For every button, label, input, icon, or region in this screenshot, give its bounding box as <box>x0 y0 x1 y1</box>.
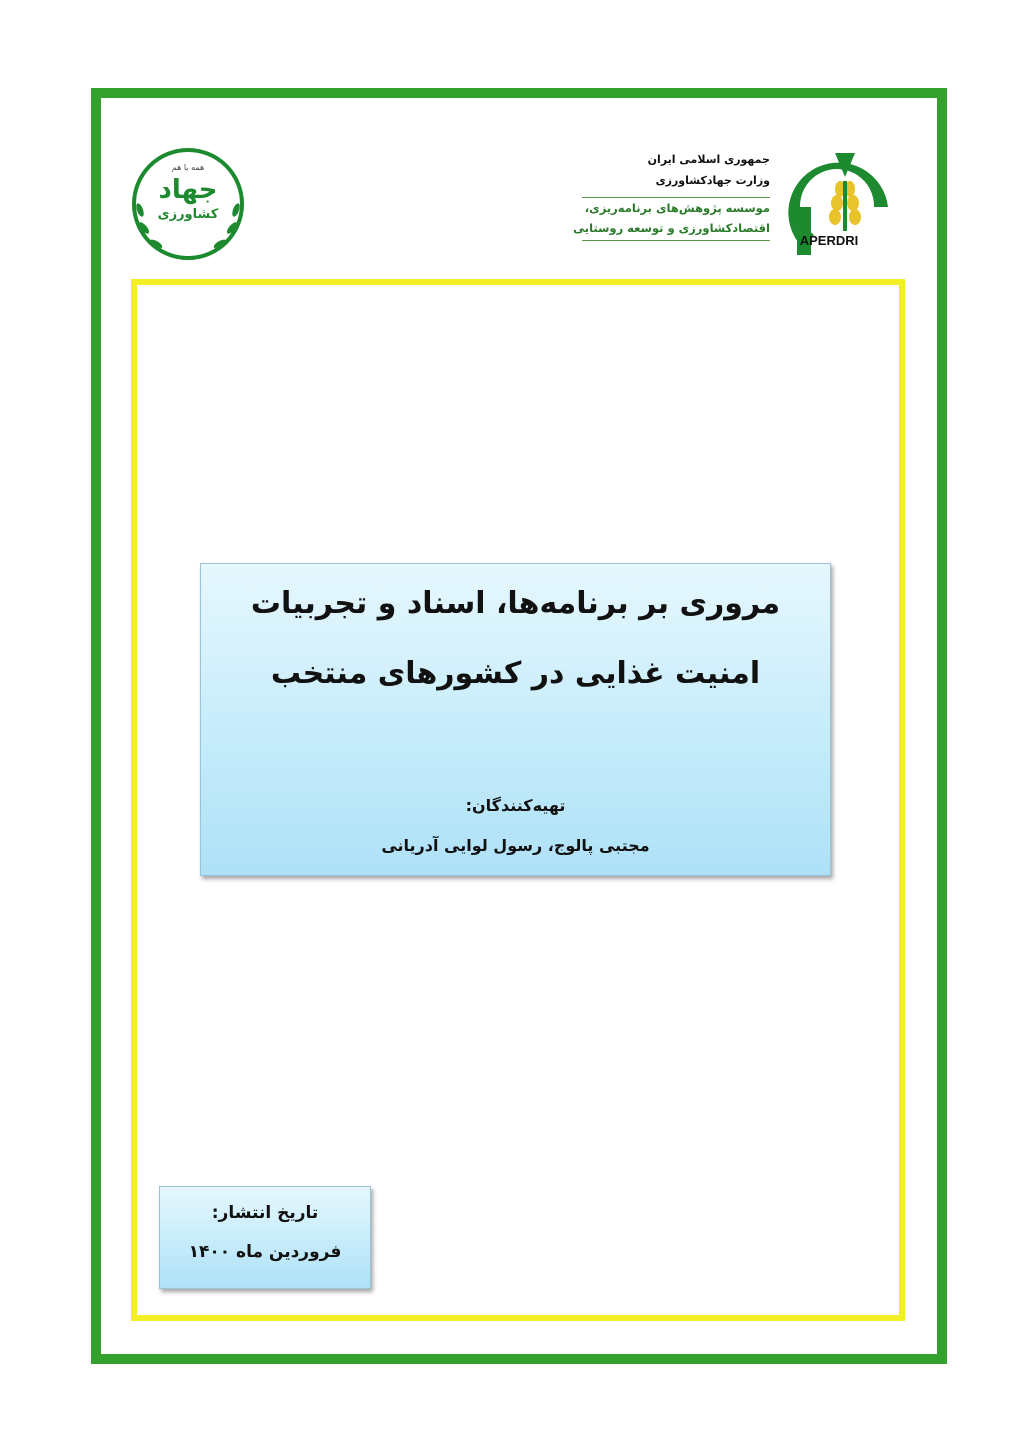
jahad-logo-subword: کشاورزی <box>157 207 219 222</box>
publication-date-value: فروردین ماه ۱۴۰۰ <box>188 1242 342 1262</box>
jahad-keshavarzi-logo <box>126 140 250 270</box>
aperdri-logo-text: APERDRI <box>799 233 859 248</box>
institute-bottom-rule <box>582 240 770 241</box>
authors-names: مجتبی پالوج، رسول لوایی آدریانی <box>381 836 650 855</box>
institute-top-rule <box>582 197 770 198</box>
publication-date-label: تاریخ انتشار: <box>211 1203 319 1223</box>
institute-line-2: اقتصادکشاورزی و توسعه روستایی <box>573 221 770 235</box>
institute-line-1: موسسه پژوهش‌های برنامه‌ریزی، <box>584 201 770 215</box>
jahad-logo-word: جهاد <box>158 175 218 205</box>
gov-line-2: وزارت جهادکشاورزی <box>655 174 770 187</box>
title-line-2: امنیت غذایی در کشورهای منتخب <box>270 656 761 691</box>
gov-line-1: جمهوری اسلامی ایران <box>647 153 770 166</box>
title-box <box>200 563 831 876</box>
title-line-1: مروری بر برنامه‌ها، اسناد و تجربیات <box>250 586 781 621</box>
jahad-logo-motto: همه با هم <box>171 163 205 172</box>
authors-label: تهیه‌کنندگان: <box>465 796 566 815</box>
publication-date-box <box>159 1186 371 1289</box>
